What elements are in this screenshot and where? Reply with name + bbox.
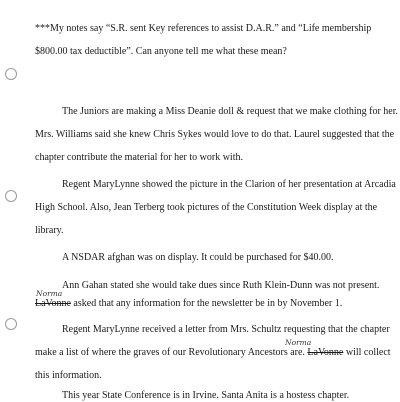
struck-name: LaVonne <box>307 347 344 358</box>
paragraph-line <box>35 298 342 310</box>
collect-text: will collect <box>345 347 391 358</box>
punch-hole <box>5 68 17 80</box>
paragraph-line: Regent MaryLynne showed the picture in the Clarion of her presentation at Arcadia <box>62 179 396 190</box>
punch-hole <box>5 318 17 330</box>
paragraph-line <box>35 347 391 359</box>
paragraph-line: Ann Gahan stated she would take dues since Ruth Klein-Dunn was not present. <box>62 280 380 291</box>
struck-name: LaVonne <box>35 298 71 309</box>
paragraph-line: High School. Also, Jean Terberg took pictures of the Constitution Week display at the <box>35 202 378 213</box>
graves-text: make a list of where the graves of our Revolutionary Ancestors are. <box>35 347 305 358</box>
paragraph-line: Mrs. Williams said she knew Chris Sykes would love to do that. Laurel suggested that the <box>35 129 395 140</box>
handwritten-name: Norma <box>285 338 312 347</box>
paragraph-line: Regent MaryLynne received a letter from Mrs. Schultz requesting that the chapter <box>62 324 390 335</box>
punch-hole <box>5 190 17 202</box>
paragraph-line: chapter contribute the material for her to work with. <box>35 152 243 163</box>
paragraph-line: library. <box>35 225 64 236</box>
notes-line-1: ***My notes say “S.R. sent Key references to assist D.A.R.” and “Life membership <box>35 23 372 34</box>
paragraph-line: This year State Conference is in Irvine. Santa Anita is a hostess chapter. <box>62 390 350 401</box>
newsletter-text: asked that any information for the newsletter be in by November 1. <box>73 298 343 309</box>
paragraph-line: The Juniors are making a Miss Deanie doll & request that we make clothing for her. <box>62 106 399 117</box>
handwritten-name: Norma <box>36 289 63 298</box>
paragraph-line: A NSDAR afghan was on display. It could be purchased for $40.00. <box>62 252 334 263</box>
paragraph-line: this information. <box>35 370 102 381</box>
notes-line-2: $800.00 tax deductible”. Can anyone tell me what these mean? <box>35 46 287 57</box>
